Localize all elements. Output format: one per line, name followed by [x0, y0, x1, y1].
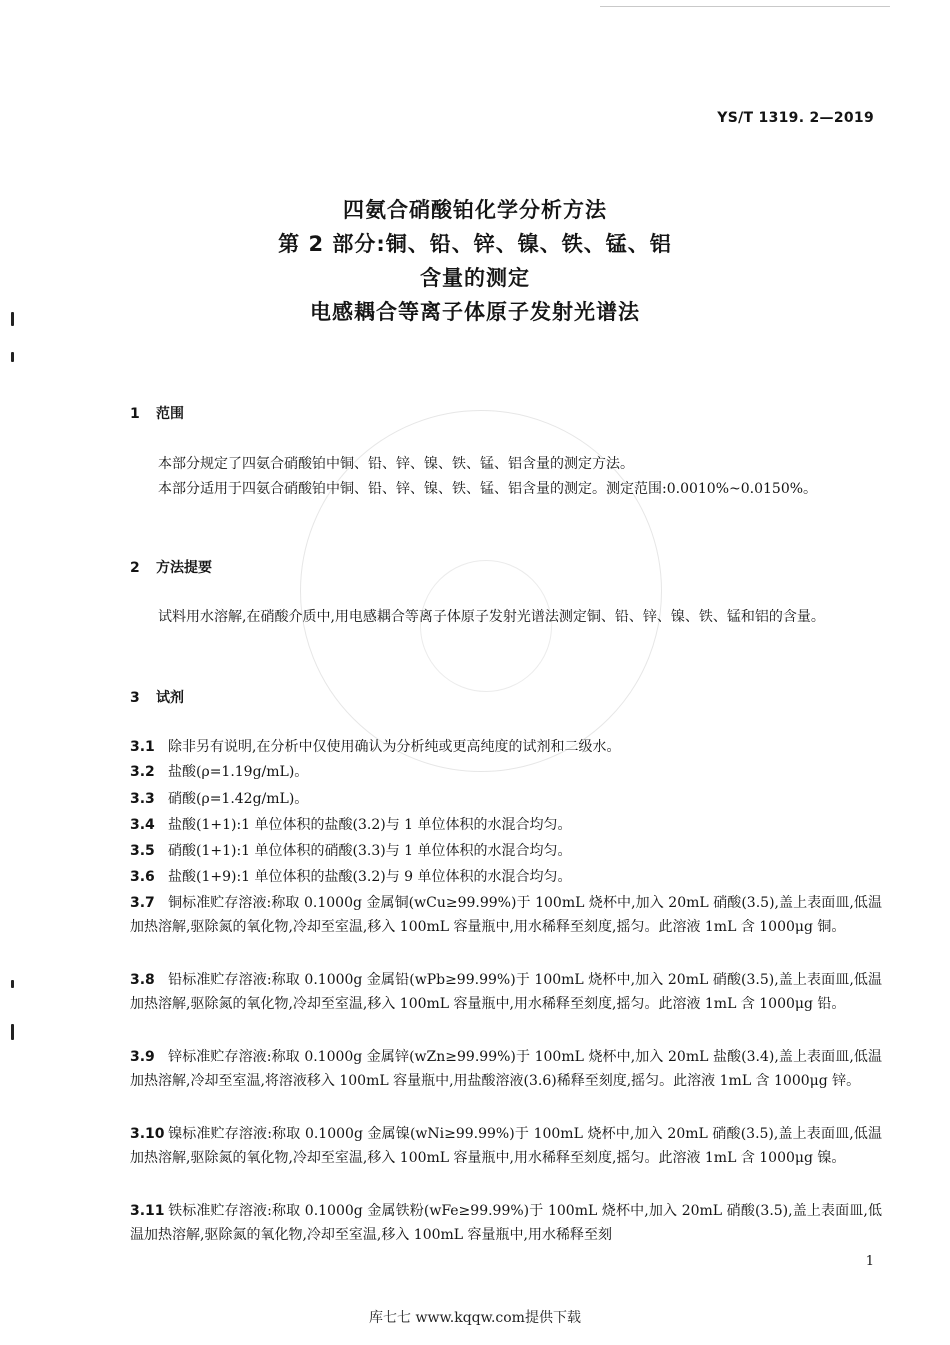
item-text: 盐酸(ρ=1.19g/mL)。: [168, 764, 309, 780]
reagent-item: [130, 865, 882, 889]
item-text: 硝酸(ρ=1.42g/mL)。: [168, 791, 309, 807]
section-number: 3: [130, 690, 140, 706]
item-text: 镍标准贮存溶液:称取 0.1000g 金属镍(wNi≥99.99%)于 100mL 烧杯中,加入 20mL 硝酸(3.5),盖上表面皿,低温加热溶解,驱除氮的氧化物,冷却至室温,移入 100mL 容量瓶中,用水稀释至刻度,摇匀。此溶液 1mL 含 1000μg 镍。: [130, 1126, 882, 1166]
reagent-item: [130, 968, 882, 1016]
reagent-item: [130, 1045, 882, 1093]
item-text: 除非另有说明,在分析中仅使用确认为分析纯或更高纯度的试剂和二级水。: [168, 739, 621, 755]
item-number: 3.7: [130, 895, 155, 911]
binding-mark: [11, 980, 14, 988]
item-number: 3.11: [130, 1203, 165, 1219]
reagent-item: [130, 787, 882, 811]
top-rule: [600, 6, 890, 7]
section-title: 试剂: [156, 690, 184, 706]
section-1-paragraph-2: 本部分适用于四氨合硝酸铂中铜、铅、锌、镍、铁、锰、铝含量的测定。测定范围:0.0010%~0.0150%。: [158, 481, 818, 497]
item-text: 硝酸(1+1):1 单位体积的硝酸(3.3)与 1 单位体积的水混合均匀。: [168, 843, 572, 859]
item-text: 铅标准贮存溶液:称取 0.1000g 金属铅(wPb≥99.99%)于 100mL 烧杯中,加入 20mL 硝酸(3.5),盖上表面皿,低温加热溶解,驱除氮的氧化物,冷却至室温,移入 100mL 容量瓶中,用水稀释至刻度,摇匀。此溶液 1mL 含 1000μg 铅。: [130, 972, 882, 1012]
item-text: 铜标准贮存溶液:称取 0.1000g 金属铜(wCu≥99.99%)于 100mL 烧杯中,加入 20mL 硝酸(3.5),盖上表面皿,低温加热溶解,驱除氮的氧化物,冷却至室温,移入 100mL 容量瓶中,用水稀释至刻度,摇匀。此溶液 1mL 含 1000μg 铜。: [130, 895, 882, 935]
section-title: 方法提要: [156, 560, 212, 576]
section-2-heading: [130, 557, 212, 577]
title-line-3: 含量的测定: [420, 266, 530, 290]
title-line-2: 第 2 部分:铜、铅、锌、镍、铁、锰、铝: [278, 232, 672, 256]
binding-mark: [11, 352, 14, 362]
title-line-4: 电感耦合等离子体原子发射光谱法: [310, 300, 640, 324]
page-number: 1: [865, 1254, 874, 1269]
item-number: 3.2: [130, 764, 155, 780]
reagent-item: [130, 1122, 882, 1170]
item-number: 3.1: [130, 739, 155, 755]
binding-mark: [11, 1024, 14, 1040]
section-1-paragraph-1: 本部分规定了四氨合硝酸铂中铜、铅、锌、镍、铁、锰、铝含量的测定方法。: [158, 456, 634, 472]
item-number: 3.6: [130, 869, 155, 885]
item-number: 3.8: [130, 972, 155, 988]
section-title: 范围: [156, 406, 184, 422]
item-number: 3.9: [130, 1049, 155, 1065]
section-1-heading: [130, 403, 184, 423]
item-number: 3.10: [130, 1126, 165, 1142]
reagent-item: [130, 839, 882, 863]
item-number: 3.4: [130, 817, 155, 833]
item-number: 3.5: [130, 843, 155, 859]
document-title: [0, 193, 950, 329]
reagent-item: [130, 813, 882, 837]
reagent-item: [130, 760, 882, 784]
section-number: 2: [130, 560, 140, 576]
section-number: 1: [130, 406, 140, 422]
item-text: 盐酸(1+9):1 单位体积的盐酸(3.2)与 9 单位体积的水混合均匀。: [168, 869, 572, 885]
section-2-paragraph-1: 试料用水溶解,在硝酸介质中,用电感耦合等离子体原子发射光谱法测定铜、铅、锌、镍、铁、锰和铝的含量。: [158, 609, 825, 625]
item-text: 盐酸(1+1):1 单位体积的盐酸(3.2)与 1 单位体积的水混合均匀。: [168, 817, 572, 833]
item-number: 3.3: [130, 791, 155, 807]
section-3-heading: [130, 687, 184, 707]
reagent-item: [130, 735, 882, 759]
reagent-item: [130, 891, 882, 939]
standard-code: YS/T 1319. 2—2019: [717, 110, 874, 126]
title-line-1: 四氨合硝酸铂化学分析方法: [343, 198, 607, 222]
reagent-item: [130, 1199, 882, 1247]
item-text: 锌标准贮存溶液:称取 0.1000g 金属锌(wZn≥99.99%)于 100mL 烧杯中,加入 20mL 盐酸(3.4),盖上表面皿,低温加热溶解,冷却至室温,将溶液移入 100mL 容量瓶中,用盐酸溶液(3.6)稀释至刻度,摇匀。此溶液 1mL 含 1000μg 锌。: [130, 1049, 882, 1089]
download-footer: 库七七 www.kqqw.com提供下载: [369, 1310, 581, 1326]
item-text: 铁标准贮存溶液:称取 0.1000g 金属铁粉(wFe≥99.99%)于 100mL 烧杯中,加入 20mL 硝酸(3.5),盖上表面皿,低温加热溶解,驱除氮的氧化物,冷却至室温,移入 100mL 容量瓶中,用水稀释至刻: [130, 1203, 882, 1243]
